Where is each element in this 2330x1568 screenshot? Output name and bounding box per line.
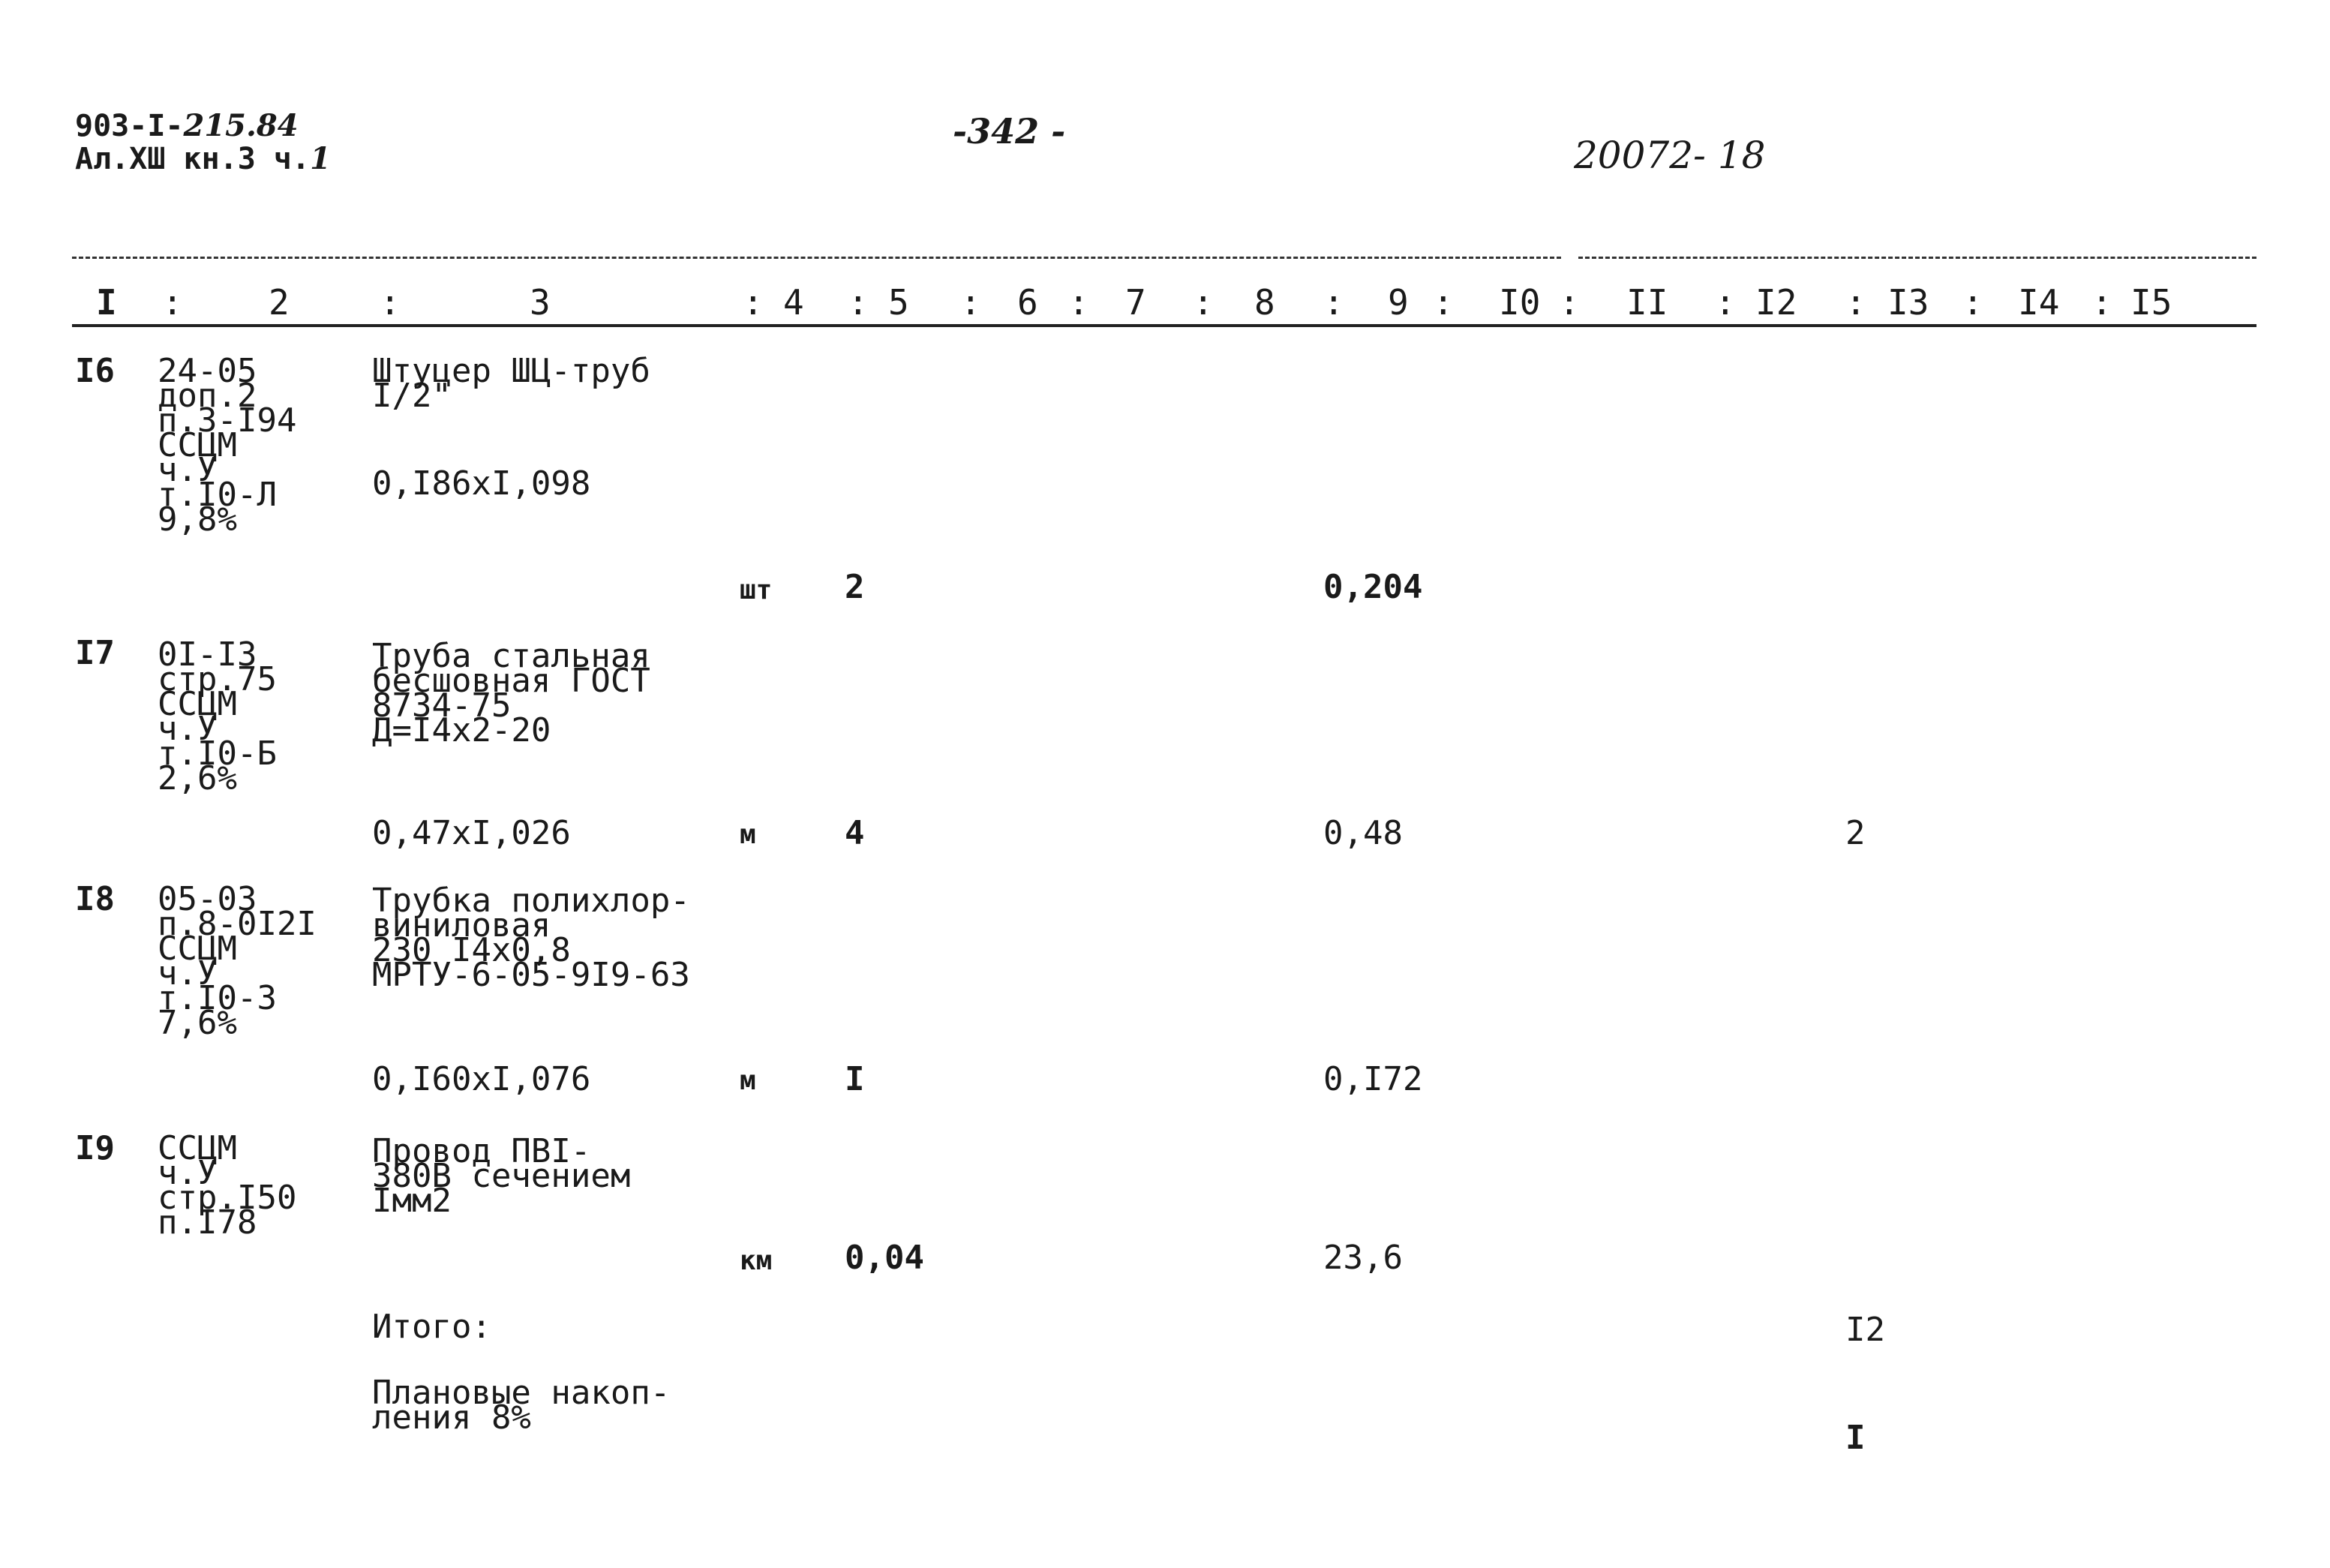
col-11: II xyxy=(1626,282,1668,323)
top-rule-right xyxy=(1578,257,2256,259)
document-code xyxy=(75,108,299,143)
row-reference: 0I-I3 стр.75 ССЦМ ч.У т.I0-Б 2,6% xyxy=(158,635,277,798)
page-number: -342 - xyxy=(953,111,1066,152)
col-sep: : xyxy=(1559,282,1580,323)
row-calc: 0,I60xI,076 xyxy=(372,1060,591,1098)
summary-label: Плановые накоп- ления 8% xyxy=(372,1374,671,1437)
row-quantity: I xyxy=(845,1060,865,1098)
row-number: I9 xyxy=(75,1129,115,1167)
row-unit: км xyxy=(740,1245,773,1276)
order-number: 20072- 18 xyxy=(1574,134,1766,177)
col-sep: : xyxy=(1715,282,1736,323)
row-number: I8 xyxy=(75,880,115,918)
row-price: 0,204 xyxy=(1323,568,1423,606)
summary-label: Итого: xyxy=(372,1308,491,1346)
col-10: I0 xyxy=(1499,282,1541,323)
summary-value: I xyxy=(1845,1419,1866,1457)
col-2: 2 xyxy=(269,282,290,323)
row-reference: ССЦМ ч.У стр.I50 п.I78 xyxy=(158,1129,297,1242)
col-sep: : xyxy=(162,282,183,323)
col-15: I5 xyxy=(2130,282,2172,323)
col-1: I xyxy=(96,282,117,323)
col-sep: : xyxy=(1433,282,1454,323)
album-reference-handwritten: 1 xyxy=(310,141,331,176)
row-price: 23,6 xyxy=(1323,1239,1403,1277)
col-sep: : xyxy=(1845,282,1866,323)
row-unit: м xyxy=(740,1065,756,1096)
row-quantity: 2 xyxy=(845,568,865,606)
row-number: I7 xyxy=(75,634,115,672)
col-sep: : xyxy=(1193,282,1214,323)
col-4: 4 xyxy=(783,282,804,323)
row-quantity: 0,04 xyxy=(845,1239,924,1277)
row-calc: 0,47xI,026 xyxy=(372,814,571,852)
col-13: I3 xyxy=(1887,282,1929,323)
album-reference-print: Ал.XШ кн.3 ч. xyxy=(75,142,311,176)
row-price: 0,48 xyxy=(1323,814,1403,852)
col-3: 3 xyxy=(530,282,551,323)
col-sep: : xyxy=(1068,282,1089,323)
header-underline xyxy=(72,324,2256,327)
top-rule-left xyxy=(72,257,1561,259)
row-reference: 05-03 п.8-0I2I ССЦМ ч.У т.I0-3 7,6% xyxy=(158,880,317,1042)
col-sep: : xyxy=(1962,282,1983,323)
document-code-print: 903-I- xyxy=(75,109,184,143)
document-code-handwritten: 215.84 xyxy=(183,108,299,143)
row-unit: м xyxy=(740,819,756,850)
row-price: 0,I72 xyxy=(1323,1060,1423,1098)
row-quantity: 4 xyxy=(845,814,865,852)
col-5: 5 xyxy=(888,282,909,323)
row-number: I6 xyxy=(75,352,115,390)
album-reference xyxy=(75,141,331,176)
col-12: I2 xyxy=(1755,282,1797,323)
row-calc: 0,I86xI,098 xyxy=(372,464,591,503)
col-sep: : xyxy=(2091,282,2112,323)
row-total: 2 xyxy=(1845,814,1866,852)
col-14: I4 xyxy=(2018,282,2060,323)
col-9: 9 xyxy=(1388,282,1409,323)
col-sep: : xyxy=(1323,282,1344,323)
row-unit: шт xyxy=(740,575,773,605)
col-sep: : xyxy=(848,282,869,323)
col-7: 7 xyxy=(1125,282,1146,323)
col-8: 8 xyxy=(1254,282,1275,323)
row-name: Трубка полихлор- виниловая 230 I4x0,8 МРТУ-6-05-9I9-63 xyxy=(372,882,690,994)
summary-value: I2 xyxy=(1845,1311,1885,1349)
row-name: Провод ПВI- 380В сечением Iмм2 xyxy=(372,1132,631,1220)
col-sep: : xyxy=(960,282,981,323)
row-name: Труба стальная бесшовная ГОСТ 8734-75 Д=I4x2-20 xyxy=(372,637,650,749)
col-6: 6 xyxy=(1017,282,1038,323)
row-name: Штуцер ШЦ-труб I/2" xyxy=(372,352,650,415)
col-sep: : xyxy=(380,282,401,323)
col-sep: : xyxy=(743,282,764,323)
row-reference: 24-05 доп.2 п.3-I94 ССЦМ ч.У т.I0-Л 9,8% xyxy=(158,352,297,539)
